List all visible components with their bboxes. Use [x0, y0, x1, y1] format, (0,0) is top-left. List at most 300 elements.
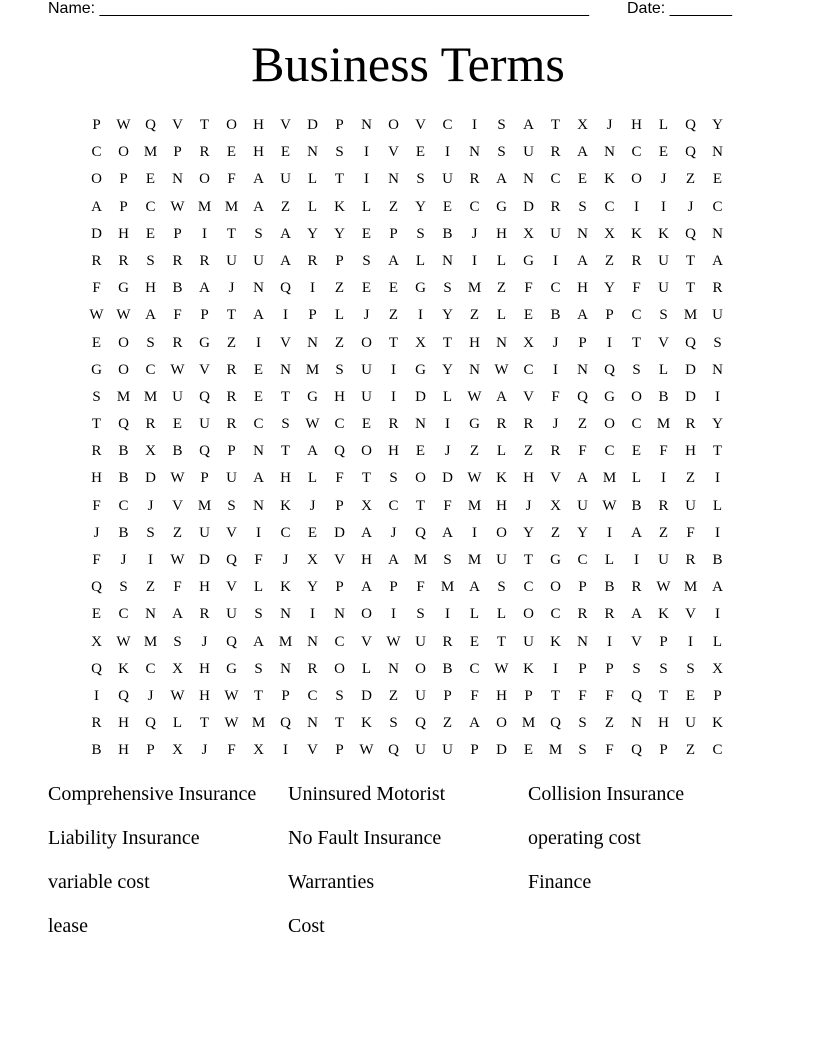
grid-letter: M — [278, 633, 293, 650]
grid-letter: R — [91, 252, 102, 269]
grid-row — [83, 521, 731, 548]
grid-letter: E — [631, 443, 642, 460]
grid-letter: I — [391, 361, 396, 378]
grid-letter: L — [496, 443, 507, 460]
grid-letter: N — [253, 497, 264, 514]
grid-letter: S — [713, 334, 722, 351]
grid-row — [83, 711, 731, 738]
grid-letter: E — [415, 144, 426, 161]
grid-letter: R — [685, 552, 696, 568]
grid-letter: G — [496, 198, 507, 215]
grid-letter: S — [659, 660, 668, 677]
grid-letter: Q — [280, 280, 291, 297]
grid-letter: I — [607, 524, 612, 541]
grid-letter: U — [496, 552, 507, 568]
name-field-label: Name: _______________________________________________________ — [48, 0, 589, 17]
grid-row — [83, 602, 731, 629]
grid-letter: I — [553, 361, 558, 378]
grid-letter: E — [523, 307, 534, 324]
word-list-item: operating cost — [528, 827, 641, 849]
grid-letter: H — [199, 660, 210, 677]
grid-letter: A — [280, 252, 291, 269]
grid-letter: L — [496, 307, 507, 324]
grid-letter: T — [685, 280, 696, 297]
grid-row — [83, 331, 731, 358]
grid-letter: R — [496, 416, 507, 433]
grid-row — [83, 412, 731, 439]
grid-letter: H — [118, 225, 129, 242]
grid-letter: U — [577, 497, 588, 514]
grid-letter: V — [280, 334, 291, 351]
grid-letter: O — [361, 443, 372, 460]
grid-letter: V — [658, 334, 669, 351]
grid-letter: Z — [388, 687, 399, 704]
grid-letter: X — [604, 225, 615, 242]
grid-letter: B — [658, 388, 669, 405]
grid-letter: U — [685, 715, 696, 732]
grid-letter: T — [415, 497, 426, 514]
grid-letter: H — [253, 117, 264, 133]
grid-letter: E — [658, 144, 669, 161]
grid-letter: M — [467, 497, 482, 514]
grid-letter: N — [307, 144, 318, 161]
grid-letter: U — [226, 252, 237, 269]
grid-letter: C — [469, 660, 480, 677]
grid-letter: D — [307, 117, 318, 133]
grid-letter: M — [143, 144, 158, 161]
grid-letter: R — [631, 252, 642, 269]
grid-letter: H — [118, 742, 129, 759]
grid-letter: B — [442, 225, 453, 242]
grid-letter: R — [199, 144, 210, 161]
grid-letter: H — [334, 388, 345, 405]
grid-letter: M — [521, 715, 536, 732]
grid-letter: M — [251, 715, 266, 732]
grid-letter: L — [442, 388, 453, 405]
grid-row — [83, 303, 731, 330]
grid-letter: K — [496, 470, 507, 487]
grid-letter: E — [523, 742, 534, 759]
grid-letter: P — [335, 497, 344, 514]
grid-letter: Y — [604, 280, 615, 297]
grid-letter: F — [470, 687, 479, 704]
grid-letter: U — [523, 633, 534, 650]
grid-letter: G — [523, 252, 534, 269]
grid-letter: Z — [172, 524, 183, 541]
grid-letter: C — [145, 198, 156, 215]
grid-letter: N — [631, 715, 642, 732]
grid-letter: Q — [145, 117, 156, 133]
grid-row — [83, 358, 731, 385]
grid-letter: J — [363, 307, 370, 324]
grid-letter: H — [496, 497, 507, 514]
grid-letter: L — [172, 715, 183, 732]
grid-letter: F — [605, 687, 614, 704]
grid-letter: I — [472, 117, 477, 133]
grid-letter: A — [388, 552, 399, 568]
grid-letter: P — [524, 687, 533, 704]
grid-letter: J — [309, 497, 316, 514]
grid-letter: T — [388, 334, 399, 351]
grid-letter: W — [224, 687, 239, 704]
grid-letter: Z — [685, 171, 696, 188]
grid-letter: D — [685, 361, 696, 378]
grid-letter: C — [550, 280, 561, 297]
grid-letter: Z — [145, 579, 156, 596]
grid-letter: F — [92, 552, 101, 568]
grid-letter: E — [145, 171, 156, 188]
grid-letter: V — [226, 579, 237, 596]
grid-letter: F — [92, 280, 101, 297]
grid-row — [83, 167, 731, 194]
word-list-row — [48, 868, 808, 912]
page-title: Business Terms — [251, 36, 565, 92]
grid-letter: W — [494, 361, 509, 378]
grid-letter: P — [119, 171, 128, 188]
grid-letter: U — [199, 416, 210, 433]
grid-letter: N — [496, 334, 507, 351]
grid-letter: F — [335, 470, 344, 487]
grid-letter: K — [280, 497, 291, 514]
grid-letter: F — [632, 280, 641, 297]
grid-letter: P — [578, 660, 587, 677]
grid-letter: H — [253, 144, 264, 161]
grid-letter: B — [91, 742, 102, 759]
grid-letter: K — [604, 171, 615, 188]
grid-letter: L — [361, 660, 372, 677]
grid-letter: R — [388, 416, 399, 433]
grid-letter: N — [388, 660, 399, 677]
grid-letter: E — [280, 144, 291, 161]
grid-letter: X — [523, 334, 534, 351]
grid-letter: S — [659, 307, 668, 324]
grid-letter: S — [443, 552, 452, 568]
grid-letter: L — [415, 252, 426, 269]
grid-letter: E — [253, 388, 264, 405]
grid-letter: M — [683, 579, 698, 596]
grid-letter: A — [280, 225, 291, 242]
grid-letter: H — [685, 443, 696, 460]
grid-letter: Z — [226, 334, 237, 351]
grid-letter: I — [148, 552, 153, 568]
grid-letter: E — [226, 144, 237, 161]
grid-letter: L — [658, 361, 669, 378]
word-list-item: Uninsured Motorist — [288, 783, 446, 805]
grid-letter: K — [361, 715, 372, 732]
grid-letter: Q — [334, 443, 345, 460]
grid-letter: D — [334, 524, 345, 541]
grid-letter: C — [631, 307, 642, 324]
grid-letter: A — [253, 470, 264, 487]
grid-letter: S — [497, 579, 506, 596]
grid-letter: N — [307, 715, 318, 732]
grid-letter: L — [307, 198, 318, 215]
grid-letter: M — [305, 361, 320, 378]
grid-letter: E — [253, 361, 264, 378]
grid-letter: T — [334, 171, 345, 188]
grid-letter: S — [92, 388, 101, 405]
grid-letter: R — [226, 416, 237, 433]
grid-letter: U — [226, 606, 237, 623]
grid-letter: F — [443, 497, 452, 514]
word-list-row — [48, 912, 808, 956]
grid-letter: A — [496, 388, 507, 405]
grid-letter: C — [523, 361, 534, 378]
grid-letter: F — [173, 579, 182, 596]
word-list-row — [48, 824, 808, 868]
grid-letter: P — [470, 742, 479, 759]
grid-letter: S — [578, 198, 587, 215]
grid-letter: R — [442, 633, 453, 650]
grid-letter: A — [496, 171, 507, 188]
grid-letter: T — [631, 334, 642, 351]
grid-row — [83, 113, 731, 140]
grid-letter: S — [146, 334, 155, 351]
grid-letter: O — [199, 171, 210, 188]
grid-letter: P — [659, 633, 668, 650]
grid-letter: U — [415, 633, 426, 650]
grid-letter: N — [415, 416, 426, 433]
grid-letter: F — [578, 443, 587, 460]
grid-letter: R — [469, 171, 480, 188]
grid-letter: P — [389, 225, 398, 242]
grid-letter: X — [307, 552, 318, 568]
grid-letter: O — [361, 334, 372, 351]
grid-letter: P — [389, 579, 398, 596]
grid-letter: I — [283, 307, 288, 324]
grid-letter: U — [685, 497, 696, 514]
grid-letter: O — [334, 660, 345, 677]
grid-letter: V — [415, 117, 426, 133]
grid-letter: F — [551, 388, 560, 405]
grid-letter: R — [658, 497, 669, 514]
grid-letter: N — [334, 606, 345, 623]
grid-letter: N — [280, 660, 291, 677]
grid-letter: P — [92, 117, 101, 133]
grid-letter: N — [307, 334, 318, 351]
grid-letter: I — [256, 524, 261, 541]
grid-letter: P — [578, 579, 587, 596]
grid-letter: I — [715, 388, 720, 405]
grid-letter: Q — [577, 388, 588, 405]
grid-letter: S — [362, 252, 371, 269]
grid-letter: B — [442, 660, 453, 677]
grid-letter: P — [335, 579, 344, 596]
grid-letter: X — [523, 225, 534, 242]
grid-letter: X — [145, 443, 156, 460]
grid-letter: T — [550, 117, 561, 133]
grid-letter: I — [472, 252, 477, 269]
grid-letter: O — [118, 334, 129, 351]
grid-letter: A — [361, 579, 372, 596]
grid-letter: D — [496, 742, 507, 759]
grid-letter: A — [712, 579, 723, 596]
grid-letter: Z — [685, 470, 696, 487]
grid-letter: B — [631, 497, 642, 514]
grid-letter: F — [92, 497, 101, 514]
grid-letter: A — [388, 252, 399, 269]
grid-letter: E — [388, 280, 399, 297]
grid-letter: I — [661, 198, 666, 215]
grid-letter: T — [280, 388, 291, 405]
grid-letter: E — [712, 171, 723, 188]
grid-letter: X — [415, 334, 426, 351]
grid-letter: J — [147, 687, 154, 704]
grid-letter: L — [496, 252, 507, 269]
grid-letter: R — [577, 606, 588, 623]
grid-letter: R — [307, 660, 318, 677]
grid-letter: C — [253, 416, 264, 433]
grid-letter: X — [91, 633, 102, 650]
grid-letter: H — [496, 225, 507, 242]
grid-letter: K — [118, 660, 129, 677]
grid-letter: W — [656, 579, 671, 596]
grid-letter: J — [93, 524, 100, 541]
grid-row — [83, 249, 731, 276]
grid-row — [83, 222, 731, 249]
grid-letter: A — [91, 198, 102, 215]
grid-letter: U — [253, 252, 264, 269]
grid-row — [83, 575, 731, 602]
grid-letter: P — [443, 687, 452, 704]
grid-letter: C — [604, 198, 615, 215]
grid-letter: B — [604, 579, 615, 596]
grid-letter: I — [364, 144, 369, 161]
grid-letter: I — [391, 606, 396, 623]
grid-letter: B — [118, 524, 129, 541]
grid-letter: E — [172, 416, 183, 433]
grid-letter: C — [712, 742, 723, 759]
grid-letter: B — [712, 552, 723, 568]
grid-letter: S — [335, 687, 344, 704]
grid-letter: W — [386, 633, 401, 650]
grid-letter: W — [359, 742, 374, 759]
grid-letter: S — [146, 252, 155, 269]
grid-letter: I — [715, 524, 720, 541]
grid-letter: A — [253, 307, 264, 324]
grid-letter: Q — [631, 742, 642, 759]
word-list-row — [48, 780, 808, 824]
grid-letter: K — [712, 715, 723, 732]
grid-letter: C — [469, 198, 480, 215]
grid-letter: Q — [280, 715, 291, 732]
grid-letter: I — [688, 633, 693, 650]
grid-letter: S — [335, 361, 344, 378]
grid-letter: H — [145, 280, 156, 297]
grid-letter: B — [118, 470, 129, 487]
grid-letter: S — [335, 144, 344, 161]
grid-letter: V — [334, 552, 345, 568]
grid-letter: N — [442, 252, 453, 269]
grid-letter: O — [226, 117, 237, 133]
grid-letter: F — [578, 687, 587, 704]
grid-letter: U — [442, 742, 453, 759]
grid-letter: B — [550, 307, 561, 324]
grid-letter: M — [440, 579, 455, 596]
grid-letter: K — [550, 633, 561, 650]
grid-letter: W — [602, 497, 617, 514]
grid-letter: C — [334, 416, 345, 433]
grid-letter: S — [497, 117, 506, 133]
grid-letter: R — [550, 144, 561, 161]
grid-letter: F — [524, 280, 533, 297]
grid-letter: L — [361, 198, 372, 215]
grid-letter: R — [199, 606, 210, 623]
grid-letter: J — [282, 552, 289, 568]
grid-letter: K — [334, 198, 345, 215]
grid-letter: W — [224, 715, 239, 732]
grid-letter: S — [632, 660, 641, 677]
grid-letter: R — [145, 416, 156, 433]
word-list-item: Comprehensive Insurance — [48, 783, 257, 805]
grid-letter: Q — [199, 388, 210, 405]
grid-letter: A — [199, 280, 210, 297]
grid-letter: W — [170, 198, 185, 215]
grid-letter: Z — [658, 524, 669, 541]
grid-letter: S — [227, 497, 236, 514]
grid-letter: T — [361, 470, 372, 487]
grid-letter: J — [525, 497, 532, 514]
grid-letter: H — [658, 715, 669, 732]
grid-letter: C — [631, 144, 642, 161]
grid-letter: H — [199, 687, 210, 704]
grid-letter: Z — [577, 416, 588, 433]
grid-letter: G — [199, 334, 210, 351]
grid-letter: N — [523, 171, 534, 188]
grid-letter: N — [577, 361, 588, 378]
grid-letter: L — [307, 171, 318, 188]
grid-letter: O — [118, 144, 129, 161]
grid-letter: E — [361, 416, 372, 433]
grid-letter: S — [578, 715, 587, 732]
grid-letter: C — [145, 660, 156, 677]
grid-letter: M — [197, 198, 212, 215]
grid-letter: Y — [442, 361, 453, 378]
grid-letter: W — [170, 552, 185, 568]
grid-letter: E — [91, 334, 102, 351]
grid-letter: F — [416, 579, 425, 596]
grid-letter: I — [418, 307, 423, 324]
letter-grid — [83, 113, 731, 766]
grid-letter: I — [310, 280, 315, 297]
grid-letter: R — [550, 198, 561, 215]
grid-letter: J — [120, 552, 127, 568]
grid-letter: W — [170, 470, 185, 487]
grid-letter: Q — [226, 633, 237, 650]
grid-letter: P — [335, 117, 344, 133]
word-list-item: Cost — [288, 915, 325, 937]
grid-letter: J — [228, 280, 235, 297]
grid-letter: T — [253, 687, 264, 704]
grid-letter: T — [199, 715, 210, 732]
word-list-item: No Fault Insurance — [288, 827, 442, 849]
grid-letter: O — [496, 715, 507, 732]
grid-letter: T — [442, 334, 453, 351]
grid-letter: Y — [415, 198, 426, 215]
grid-letter: Q — [685, 334, 696, 351]
grid-letter: S — [389, 715, 398, 732]
grid-letter: T — [550, 687, 561, 704]
grid-letter: Q — [199, 443, 210, 460]
grid-letter: H — [496, 687, 507, 704]
grid-letter: X — [550, 497, 561, 514]
grid-letter: I — [553, 252, 558, 269]
grid-letter: P — [227, 443, 236, 460]
grid-letter: Y — [442, 307, 453, 324]
grid-letter: F — [686, 524, 695, 541]
grid-letter: Q — [415, 524, 426, 541]
grid-letter: N — [469, 144, 480, 161]
